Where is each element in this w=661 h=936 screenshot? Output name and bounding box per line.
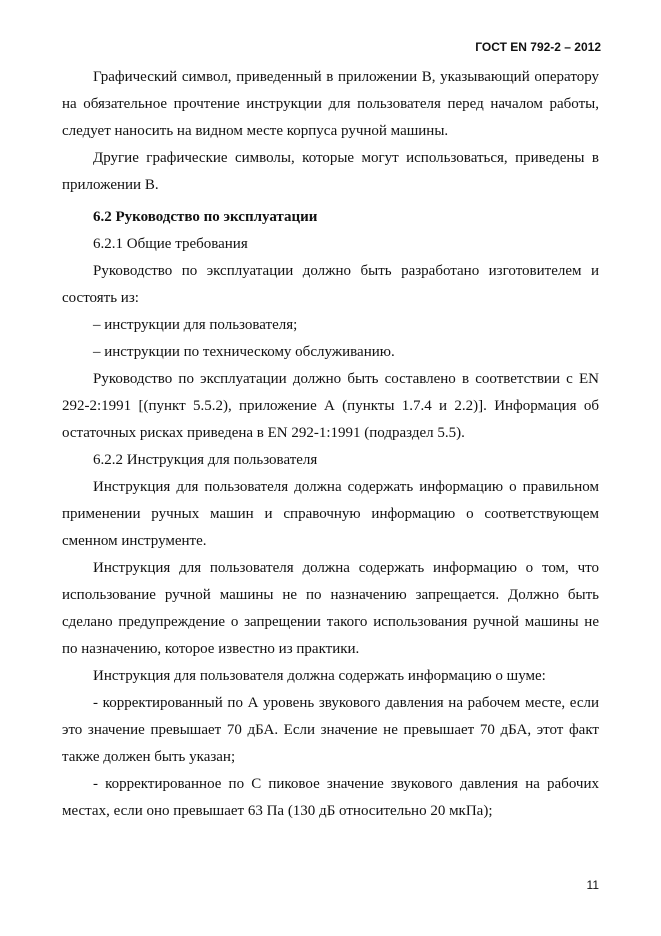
paragraph-graphic-symbol: Графический символ, приведенный в приложении В, указывающий оператору на обязательное прочтение инструкции для пользователя перед началом работы, следует наносить на видном месте корпуса ручной машины. [62, 69, 599, 139]
paragraph-correct-use: Инструкция для пользователя должна содержать информацию о правильном применении ручных машин и справочную информацию о соответствующем сменном инструменте. [62, 479, 599, 549]
list-item-maintenance-instructions: – инструкции по техническому обслуживанию. [93, 344, 395, 360]
paragraph-c-weighted-peak: - корректированное по С пиковое значение звукового давления на рабочих местах, если оно превышает 63 Па (130 дБ относительно 20 мкПа); [62, 776, 599, 819]
page-number: 11 [586, 878, 599, 892]
paragraph-noise-info: Инструкция для пользователя должна содержать информацию о шуме: [93, 668, 546, 684]
paragraph-manual-composition: Руководство по эксплуатации должно быть разработано изготовителем и состоять из: [62, 263, 599, 306]
list-item-user-instructions: – инструкции для пользователя; [93, 317, 298, 333]
paragraph-other-symbols: Другие графические символы, которые могут использоваться, приведены в приложении В. [62, 150, 599, 193]
standard-header: ГОСТ EN 792-2 – 2012 [475, 40, 601, 54]
document-body [62, 64, 599, 825]
subsection-heading-6-2-1: 6.2.1 Общие требования [93, 236, 248, 252]
paragraph-a-weighted-level: - корректированный по А уровень звукового давления на рабочем месте, если это значение превышает 70 дБА. Если значение не превышает 70 дБА, этот факт также должен быть указан; [62, 695, 599, 765]
section-heading-6-2: 6.2 Руководство по эксплуатации [93, 209, 318, 225]
subsection-heading-6-2-2: 6.2.2 Инструкция для пользователя [93, 452, 318, 468]
paragraph-misuse-prohibition: Инструкция для пользователя должна содержать информацию о том, что использование ручной машины не по назначению запрещается. Должно быть сделано предупреждение о запрещении такого использования ручной машины не по назначению, которое известно из практики. [62, 560, 599, 657]
paragraph-manual-compliance: Руководство по эксплуатации должно быть составлено в соответствии с EN 292-2:1991 [(пункт 5.5.2), приложение А (пункты 1.7.4 и 2.2)]. Информация об остаточных рисках приведена в EN 292-1:1991 (подраздел 5.5). [62, 371, 599, 441]
